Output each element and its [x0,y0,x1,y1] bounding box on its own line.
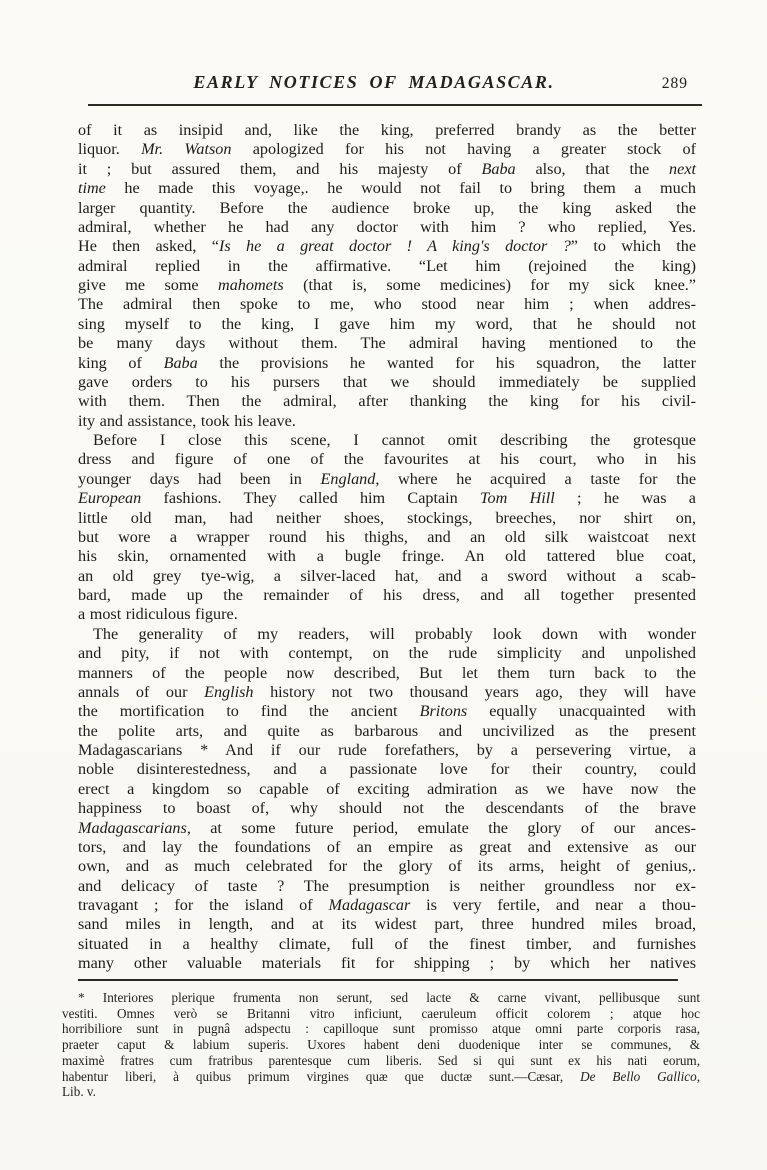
text-line: situated in a healthy climate, full of the finest timber, and furnishes [78,934,696,953]
text-line: sand miles in length, and at its widest part, three hundred miles broad, [78,915,696,934]
text-line: sing myself to the king, I gave him my word, that he should not [78,314,696,333]
text-line: the polite arts, and quite as barbarous and uncivilized as the present [78,721,696,740]
text-line: be many days without them. The admiral having mentioned to the [78,334,696,353]
text-line: European fashions. They called him Captain Tom Hill ; he was a [78,489,696,508]
text-line: younger days had been in England, where he acquired a taste for the [78,469,697,488]
text-line: king of Baba the provisions he wanted for his squadron, the latter [78,353,697,372]
text-line: an old grey tye-wig, a silver-laced hat, and a sword without a scab- [78,566,696,585]
text-line: happiness to boast of, why should not the descendants of the brave [78,799,696,818]
text-line: travagant ; for the island of Madagascar is very fertile, and near a thou- [78,896,696,914]
text-line: and delicacy of taste ? The presumption is neither groundless nor ex- [78,876,696,895]
text-line: Madagascarians, at some future period, emulate the glory of our ances- [78,818,696,837]
text-line: it ; but assured them, and his majesty of Baba also, that the next [78,159,697,178]
text-line: a most ridiculous figure. [78,605,238,624]
text-line: erect a kingdom so capable of exciting admiration as we have now the [78,779,696,798]
footnote-line: maximè fratres cum fratribus parentesque cum liberis. Sed si qui sunt ex his nati eorum, [62,1052,700,1068]
text-line: gave orders to his pursers that we should immediately be supplied [78,372,696,391]
footnote-text [62,990,700,1100]
footnote-line: habentur liberi, à quibus primum virgines quæ que ductæ sunt.—Cæsar, De Bello Gallico, [62,1068,701,1084]
text-line: He then asked, “Is he a great doctor ! A king's doctor ?” to which the [78,237,696,256]
text-line: his skin, ornamented with a bugle fringe. An old tattered blue coat, [78,547,696,566]
text-line: annals of our English history not two thousand years ago, they will have [78,682,696,701]
header-rule [88,104,702,106]
text-line: own, and as much celebrated for the glory of its arms, height of genius,. [78,857,696,876]
text-line: The generality of my readers, will probably look down with wonder [93,624,696,643]
text-line: time he made this voyage,. he would not fail to bring them a much [78,179,696,198]
text-line: admiral, whether he had any doctor with him ? who replied, Yes. [78,217,696,236]
text-line: of it as insipid and, like the king, preferred brandy as the better [78,121,696,139]
running-title: EARLY NOTICES OF MADAGASCAR. [193,72,555,92]
text-line: Madagascarians * And if our rude forefathers, by a persevering virtue, a [78,741,696,759]
page-number: 289 [661,75,688,92]
text-line: larger quantity. Before the audience broke up, the king asked the [78,198,696,217]
text-line: the mortification to find the ancient Britons equally unacquainted with [78,702,696,721]
paragraph [78,625,696,974]
footnote-line: horribiliore sunt in pugnâ adspectu : capilloque sunt promisso atque omni parte corporis rasa, [62,1021,700,1037]
footnote-line: vestiti. Omnes verò se Britanni vitro inficiunt, caeruleum officit colorem ; atque hoc [62,1005,700,1021]
text-line: The admiral then spoke to me, who stood near him ; when addres- [78,295,696,314]
text-line: many other valuable materials fit for shipping ; by which her natives [78,954,696,973]
paragraph [78,431,696,625]
text-line: little old man, had neither shoes, stockings, breeches, nor shirt on, [78,508,696,527]
text-line: dress and figure of one of the favourites at his court, who in his [78,450,696,469]
text-line: noble disinterestedness, and a passionate love for their country, could [78,760,696,779]
text-line: liquor. Mr. Watson apologized for his not having a greater stock of [78,140,696,159]
footnote-line: * Interiores plerique frumenta non serunt, sed lacte & carne vivant, pellibusque sunt [78,990,700,1005]
text-line: but wore a wrapper round his thighs, and an old silk waistcoat next [78,527,696,546]
page-header [88,72,702,100]
footnote-line: praeter caput & labium superis. Uxores habent deni duodenique inter se communes, & [62,1037,700,1053]
text-line: and pity, if not with contempt, on the rude simplicity and unpolished [78,644,696,663]
text-line: with them. Then the admiral, after thanking the king for his civil- [78,392,696,411]
text-line: admiral replied in the affirmative. “Let him (rejoined the king) [78,256,696,275]
text-line: manners of the people now described, But let them turn back to the [78,663,696,682]
footnote-rule [78,979,678,981]
text-line: tors, and lay the foundations of an empire as great and extensive as our [78,837,696,856]
text-line: Before I close this scene, I cannot omit describing the grotesque [93,431,696,449]
footnote-line: Lib. v. [62,1084,96,1100]
text-line: ity and assistance, took his leave. [78,411,296,430]
text-line: give me some mahomets (that is, some medicines) for my sick knee.” [78,276,696,294]
text-line: bard, made up the remainder of his dress, and all together presented [78,586,696,604]
paragraph [78,121,696,431]
page-body [78,121,696,974]
